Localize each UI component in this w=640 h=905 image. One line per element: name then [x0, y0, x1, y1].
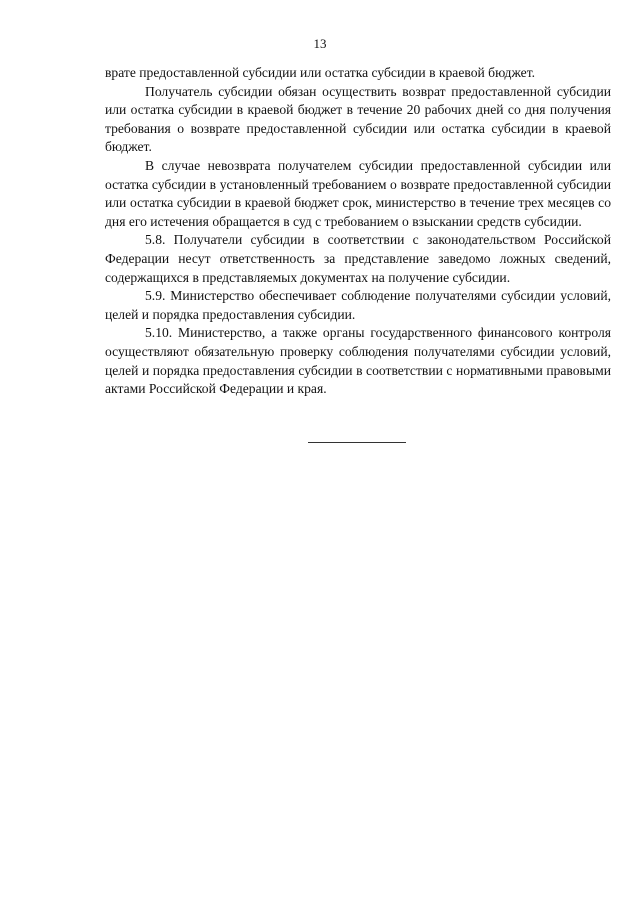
paragraph-non-refund-court: В случае невозврата получателем субсидии предоставленной субсидии или остатка субсидии в установленный требованием о возврате предоставленной субсидии или остатка субсидии в краевой бюджет срок, министерство в течение трех месяцев со дня его истечения обращается в суд с требованием о взыскании средств субсидии. [105, 157, 611, 229]
paragraph-clause-5-10: 5.10. Министерство, а также органы государственного финансового контроля осуществляют обязательную проверку соблюдения получателями субсидии условий, целей и порядка предоставления субсидии в соответствии с нормативными правовыми актами Российской Федерации и края. [105, 325, 611, 397]
end-divider-line [308, 442, 406, 443]
paragraph-clause-5-8: 5.8. Получатели субсидии в соответствии с законодательством Российской Федерации несут ответственность за представление заведомо ложных сведений, содержащихся в представляемых документах на получение субсидии. [105, 232, 611, 285]
paragraph-continuation: врате предоставленной субсидии или остатка субсидии в краевой бюджет. [105, 65, 536, 80]
document-body [105, 64, 611, 399]
page-number: 13 [313, 36, 327, 51]
paragraph-clause-5-9: 5.9. Министерство обеспечивает соблюдение получателями субсидии условий, целей и порядка предоставления субсидии. [105, 288, 611, 322]
paragraph-refund-obligation: Получатель субсидии обязан осуществить возврат предоставленной субсидии или остатка субсидии в краевой бюджет в течение 20 рабочих дней со дня получения требования о возврате предоставленной субсидии или остатка субсидии в краевой бюджет. [105, 83, 611, 155]
